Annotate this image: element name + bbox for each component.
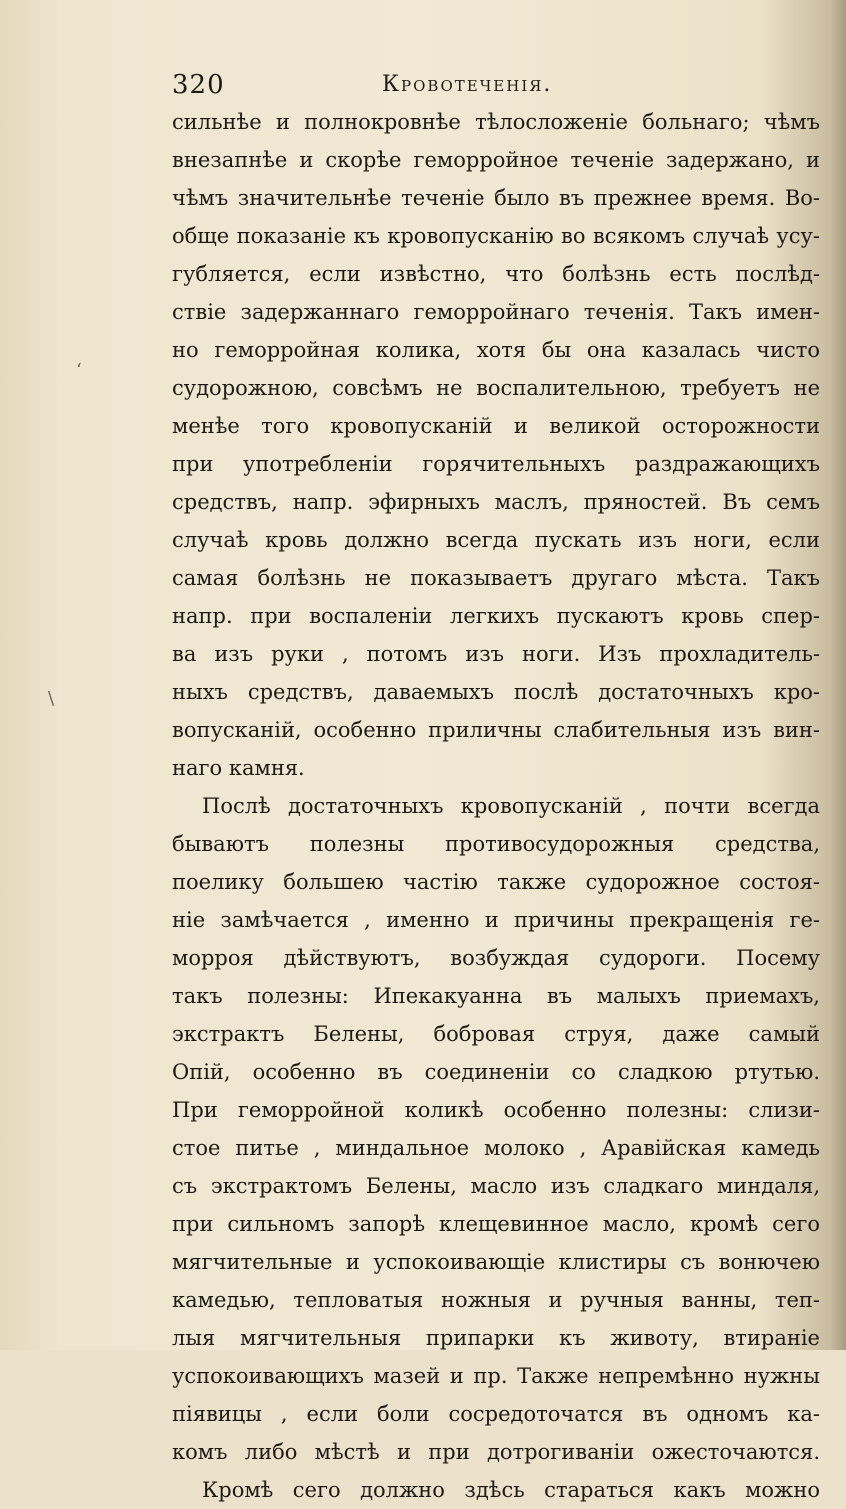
- text-line: ныхъ средствъ, даваемыхъ послѣ достаточныхъ кро-: [172, 680, 820, 704]
- body-text: [172, 103, 820, 1509]
- text-line: напр. при воспаленіи легкихъ пускаютъ кровь спер-: [172, 604, 820, 628]
- margin-mark: ʻ: [76, 360, 82, 381]
- text-line: вопусканій, особенно приличны слабительныя изъ вин-: [172, 718, 820, 742]
- text-line: морроя дѣйствуютъ, возбуждая судороги. Посему: [172, 946, 820, 970]
- text-line: сильнѣе и полнокровнѣе тѣлосложеніе больнаго; чѣмъ: [172, 110, 820, 134]
- text-line: комъ либо мѣстѣ и при дотрогиваніи ожесточаются.: [172, 1440, 820, 1464]
- text-line: лыя мягчительныя припарки къ животу, втираніе: [172, 1326, 820, 1350]
- page-number: 320: [172, 70, 225, 100]
- margin-mark: \: [48, 688, 55, 709]
- page-header: [172, 70, 832, 104]
- text-line: Опій, особенно въ соединеніи со сладкою ртутью.: [172, 1060, 820, 1084]
- text-line: ствіе задержаннаго геморройнаго теченія. Такъ имен-: [172, 300, 820, 324]
- text-line: успокоивающихъ мазей и пр. Также непремѣнно нужны: [172, 1364, 820, 1388]
- paragraph-start-line: Кромѣ сего должно здѣсь стараться какъ можно: [202, 1478, 820, 1502]
- text-line: камедью, тепловатыя ножныя и ручныя ванны, теп-: [172, 1288, 820, 1312]
- running-head: Кровотеченія.: [382, 72, 553, 97]
- text-line: губляется, если извѣстно, что болѣзнь есть послѣд-: [172, 262, 820, 286]
- text-line: самая болѣзнь не показываетъ другаго мѣста. Такъ: [172, 566, 820, 590]
- text-line: при сильномъ запорѣ клещевинное масло, кромѣ сего: [172, 1212, 820, 1236]
- text-line: такъ полезны: Ипекакуанна въ малыхъ приемахъ,: [172, 984, 820, 1008]
- text-line: экстрактъ Белены, бобровая струя, даже самый: [172, 1022, 820, 1046]
- text-line: наго камня.: [172, 756, 305, 780]
- text-line: судорожною, совсѣмъ не воспалительною, требуетъ не: [172, 376, 820, 400]
- text-line: піявицы , если боли сосредоточатся въ одномъ ка-: [172, 1402, 820, 1426]
- text-line: поелику большею частію также судорожное состоя-: [172, 870, 820, 894]
- text-line: ва изъ руки , потомъ изъ ноги. Изъ прохладитель-: [172, 642, 820, 666]
- text-line: но геморройная колика, хотя бы она казалась чисто: [172, 338, 820, 362]
- text-line: случаѣ кровь должно всегда пускать изъ ноги, если: [172, 528, 820, 552]
- text-line: ніе замѣчается , именно и причины прекращенія ге-: [172, 908, 820, 932]
- text-line: мягчительные и успокоивающіе клистиры съ вонючею: [172, 1250, 820, 1274]
- text-line: менѣе того кровопусканій и великой осторожности: [172, 414, 820, 438]
- text-line: стое питье , миндальное молоко , Аравійская камедь: [172, 1136, 820, 1160]
- paragraph-start-line: Послѣ достаточныхъ кровопусканій , почти всегда: [202, 794, 820, 818]
- text-line: При геморройной коликѣ особенно полезны: слизи-: [172, 1098, 820, 1122]
- text-line: при употребленіи горячительныхъ раздражающихъ: [172, 452, 820, 476]
- text-line: внезапнѣе и скорѣе геморройное теченіе задержано, и: [172, 148, 820, 172]
- text-line: чѣмъ значительнѣе теченіе было въ прежнее время. Во-: [172, 186, 820, 210]
- text-line: бываютъ полезны противосудорожныя средства,: [172, 832, 820, 856]
- text-line: средствъ, напр. эфирныхъ маслъ, пряностей. Въ семъ: [172, 490, 820, 514]
- text-line: обще показаніе къ кровопусканію во всякомъ случаѣ усу-: [172, 224, 820, 248]
- text-line: съ экстрактомъ Белены, масло изъ сладкаго миндаля,: [172, 1174, 820, 1198]
